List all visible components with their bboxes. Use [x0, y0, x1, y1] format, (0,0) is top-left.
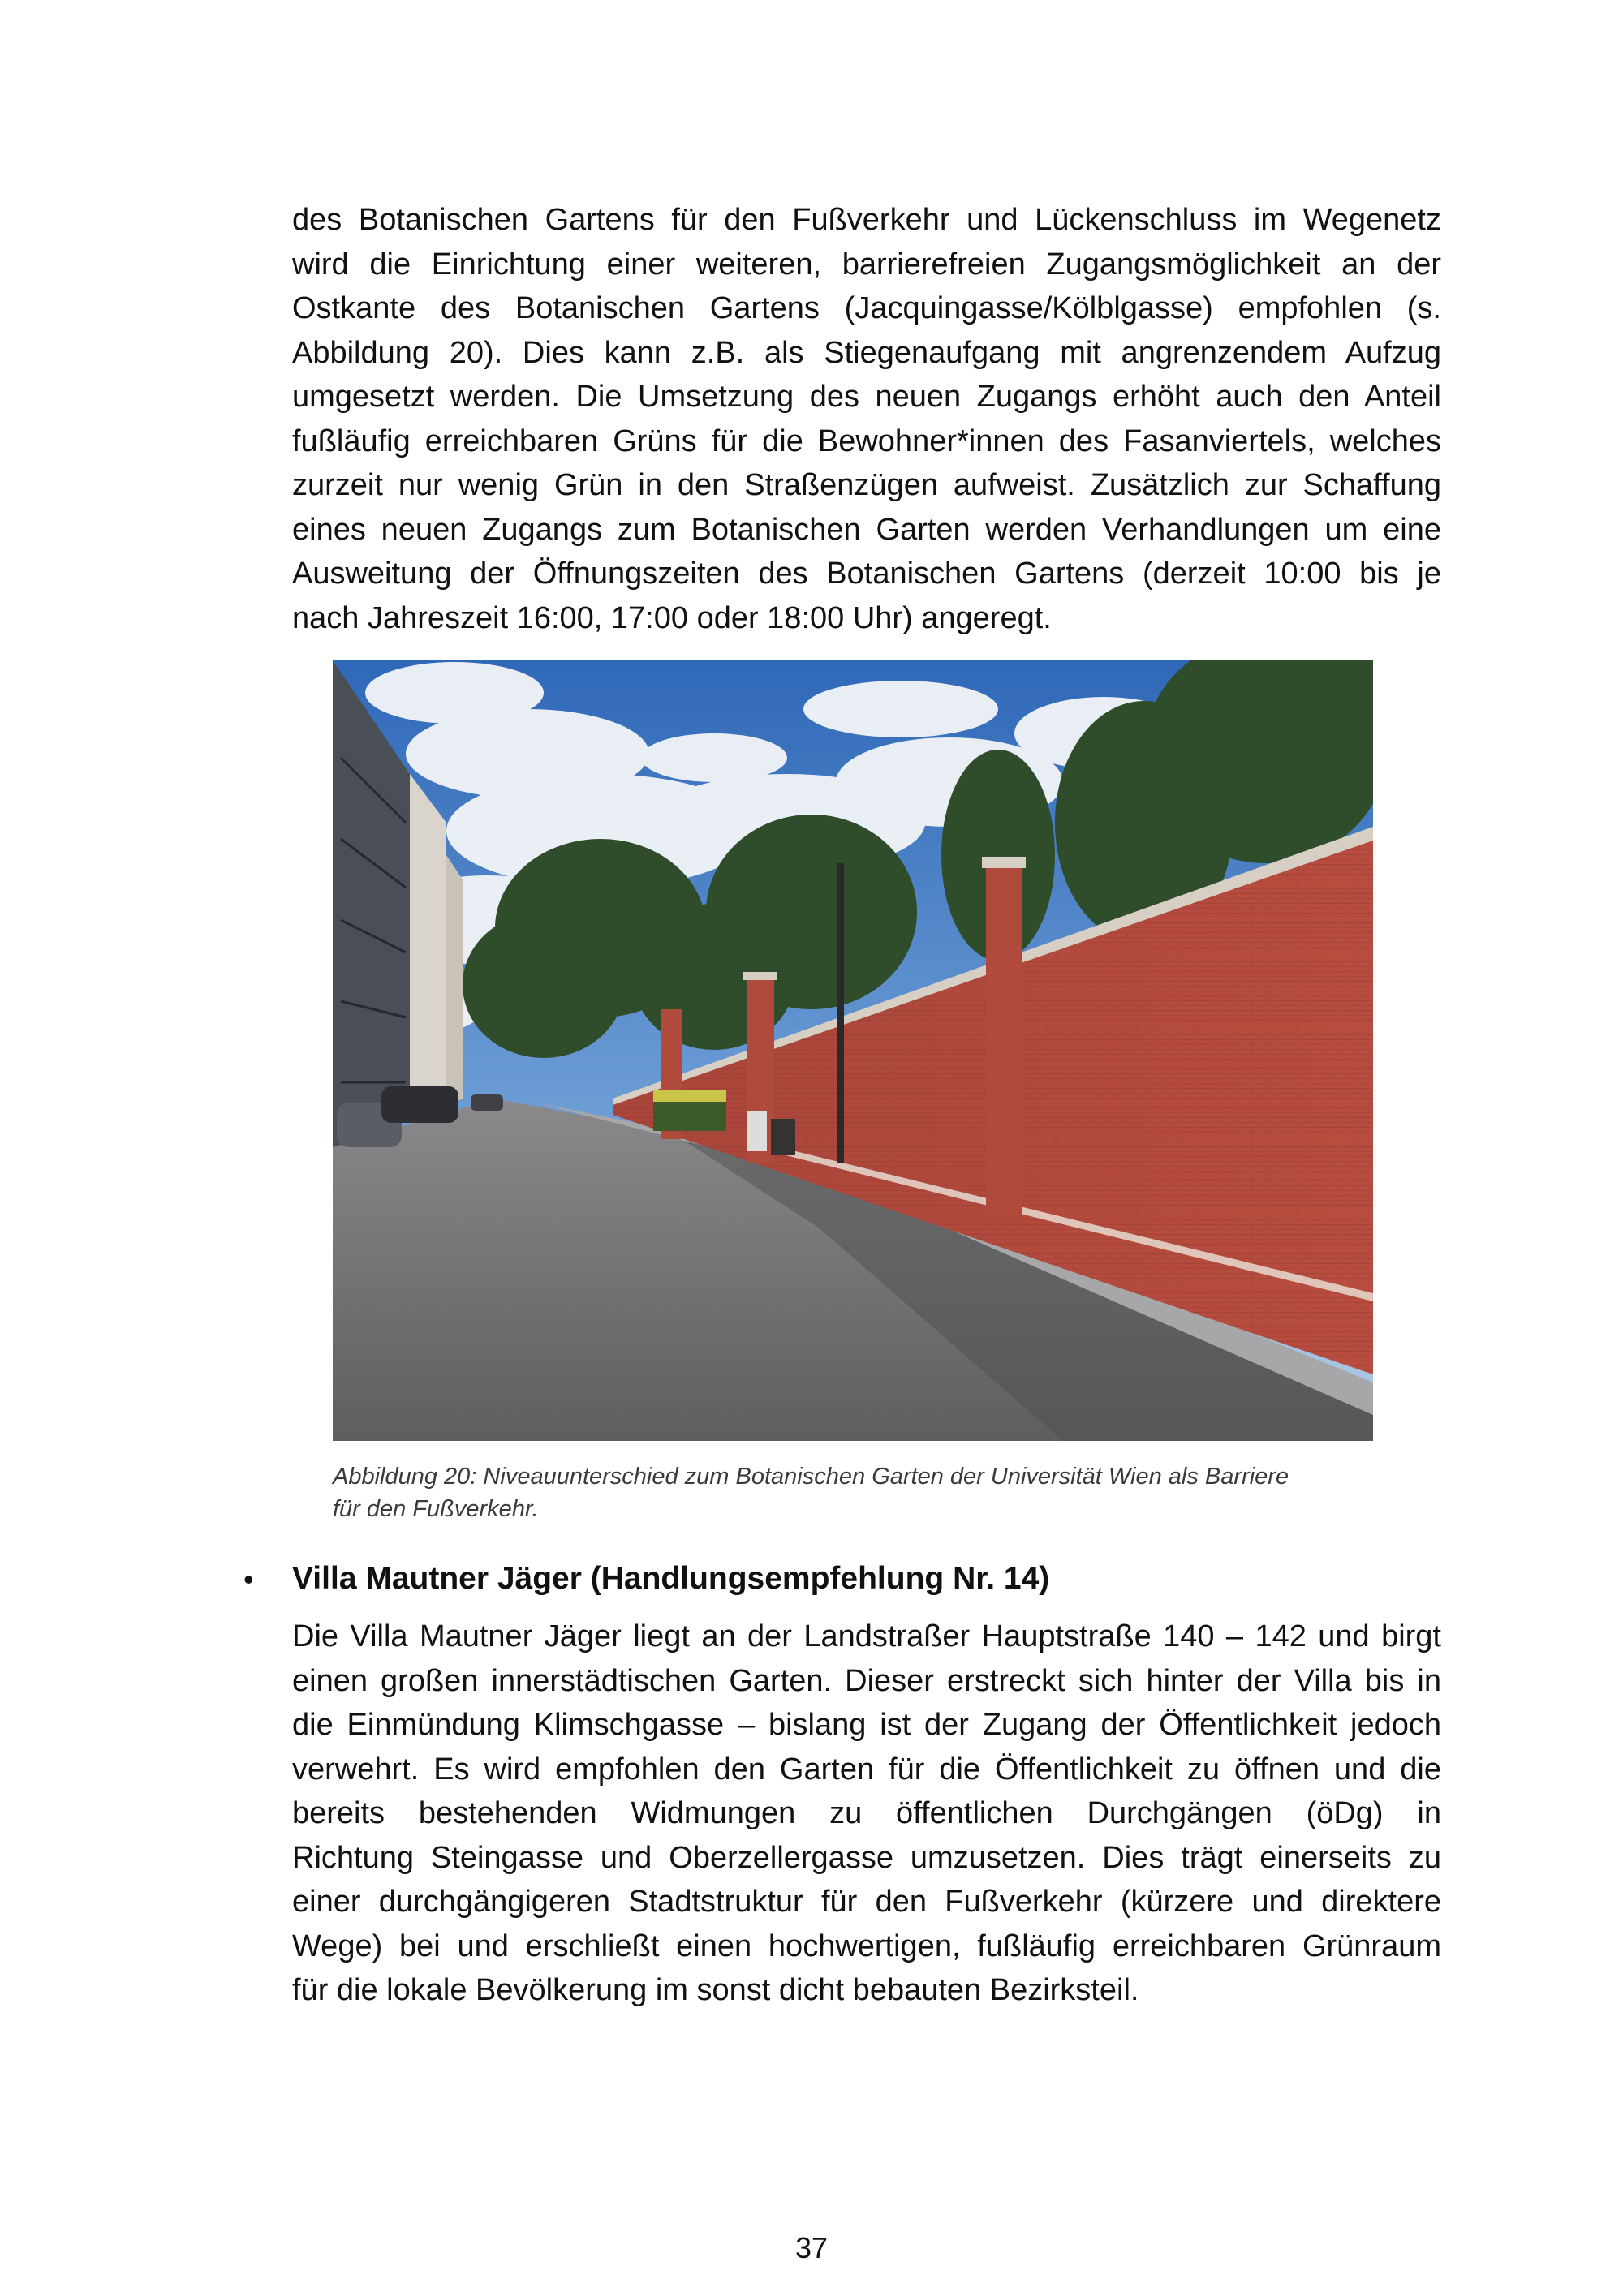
text-line: bereits bestehenden Widmungen zu öffentlichen Durchgängen (öDg) in	[292, 1796, 1441, 1830]
text-line: fußläufig erreichbaren Grüns für die Bewohner*innen des Fasanviertels, welches	[292, 424, 1441, 458]
text-line: eines neuen Zugangs zum Botanischen Garten werden Verhandlungen um eine	[292, 512, 1441, 547]
figure-caption	[333, 1460, 1388, 1525]
pole	[837, 863, 844, 1163]
text-line: einen großen innerstädtischen Garten. Dieser erstreckt sich hinter der Villa bis in	[292, 1663, 1441, 1698]
text-line: des Botanischen Gartens für den Fußverkehr und Lückenschluss im Wegenetz	[292, 203, 1441, 237]
text-line: wird die Einrichtung einer weiteren, barrierefreien Zugangsmöglichkeit an der	[292, 247, 1441, 282]
text-line: umgesetzt werden. Die Umsetzung des neuen Zugangs erhöht auch den Anteil	[292, 380, 1441, 414]
text-line: Abbildung 20). Dies kann z.B. als Stiegenaufgang mit angrenzendem Aufzug	[292, 335, 1441, 370]
text-line: nach Jahreszeit 16:00, 17:00 oder 18:00 Uhr) angeregt.	[292, 600, 1052, 635]
text-line: verwehrt. Es wird empfohlen den Garten für die Öffentlichkeit zu öffnen und die	[292, 1752, 1441, 1786]
text-line: Wege) bei und erschließt einen hochwertigen, fußläufig erreichbaren Grünraum	[292, 1928, 1441, 1963]
villa-paragraph	[292, 1615, 1441, 2013]
bullet-marker: •	[243, 1563, 254, 1596]
section-heading: Villa Mautner Jäger (Handlungsempfehlung Nr. 14)	[292, 1561, 1050, 1596]
page-number: 37	[794, 2231, 829, 2264]
text-line: Die Villa Mautner Jäger liegt an der Landstraßer Hauptstraße 140 – 142 und birgt	[292, 1619, 1441, 1653]
text-line: Ausweitung der Öffnungszeiten des Botanischen Gartens (derzeit 10:00 bis je	[292, 557, 1441, 591]
caption-line: für den Fußverkehr.	[333, 1496, 539, 1522]
street-photo	[333, 660, 1373, 1441]
text-line: Ostkante des Botanischen Gartens (Jacquingasse/Kölblgasse) empfohlen (s.	[292, 291, 1441, 325]
text-line: die Einmündung Klimschgasse – bislang ist der Zugang der Öffentlichkeit jedoch	[292, 1708, 1441, 1742]
text-line: zurzeit nur wenig Grün in den Straßenzügen aufweist. Zusätzlich zur Schaffung	[292, 468, 1441, 502]
caption-line: Abbildung 20: Niveauunterschied zum Botanischen Garten der Universität Wien als Barriere	[333, 1464, 1289, 1490]
text-line: einer durchgängigeren Stadtstruktur für den Fußverkehr (kürzere und direktere	[292, 1885, 1441, 1919]
text-line: Richtung Steingasse und Oberzellergasse umzusetzen. Dies trägt einerseits zu	[292, 1840, 1441, 1875]
intro-paragraph	[292, 198, 1441, 640]
text-line: für die lokale Bevölkerung im sonst dicht bebauten Bezirksteil.	[292, 1973, 1139, 2007]
